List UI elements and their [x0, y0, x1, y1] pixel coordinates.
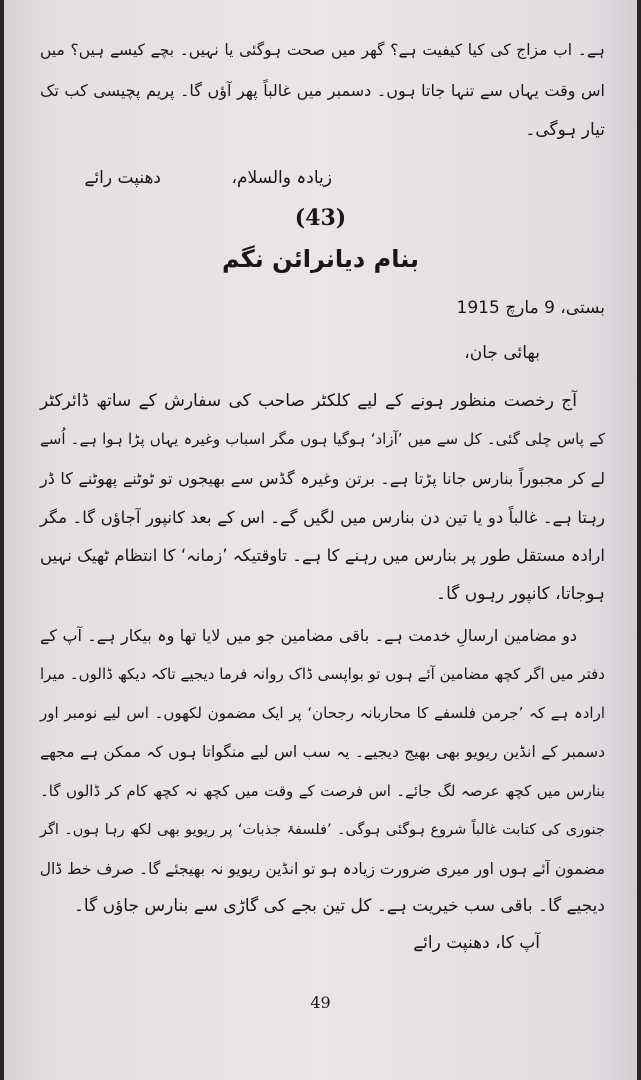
salutation: بھائی جان،	[464, 343, 540, 363]
text-line: دیجیے گا۔ باقی سب خیریت ہے۔ کل تین بجے کی گاڑی سے بنارس جاؤں گا۔	[73, 896, 605, 916]
text-line: کے پاس چلی گئی۔ کل سے میں ’آزاد‘ ہوگیا ہوں مگر اسباب وغیرہ یہاں پڑا ہوا ہے۔ اُسے	[40, 430, 605, 448]
text-line: بنارس میں کچھ عرصہ لگ جائے۔ اس فرصت کے وقت میں کچھ نہ کچھ کام کر ڈالوں گا۔	[40, 782, 605, 800]
text-line: تیار ہوگی۔	[525, 120, 605, 140]
place-date: بستی، 9 مارچ 1915	[456, 298, 605, 318]
signature: آپ کا، دھنپت رائے	[413, 933, 540, 953]
text-line: اس وقت یہاں سے تنہا جاتا ہوں۔ دسمبر میں غالباً پھر آؤں گا۔ پریم پچیسی کب تک	[40, 81, 605, 100]
text-line: ہوجاتا، کانپور رہوں گا۔	[436, 584, 605, 604]
text-line: دو مضامین ارسالِ خدمت ہے۔ باقی مضامین جو میں لایا تھا وہ بیکار ہے۔ آپ کے	[40, 626, 577, 645]
letter-title: بنام دیانرائن نگم	[221, 245, 420, 273]
closing-salutation: زیادہ والسلام،	[231, 168, 332, 188]
text-line: ارادہ مستقل طور پر بنارس میں رہنے کا ہے۔ تاوقتیکہ ’زمانہ‘ کا انتظام ٹھیک نہیں	[40, 546, 605, 565]
page-number: 49	[310, 993, 331, 1012]
text-line: مضمون آئے ہوں اور میری ضرورت زیادہ ہو تو انڈین ریویو نہ بھیجئے گا۔ صرف خط ڈال	[39, 860, 605, 878]
text-line: دسمبر کے انڈین ریویو بھی بھیج دیجیے۔ یہ سب اس لیے منگواتا ہوں کہ ممکن ہے مجھے	[40, 743, 605, 761]
text-line: ارادہ ہے کہ ’جرمن فلسفے کا محاربانہ رجحان‘ پر ایک مضمون لکھوں۔ اس لیے نومبر اور	[40, 704, 605, 722]
text-line: لے کر مجبوراً بنارس جانا پڑتا ہے۔ برتن وغیرہ گڈس سے بھیجوں تو ٹوٹنے پھوٹنے کا ڈر	[40, 469, 605, 488]
book-page	[4, 0, 637, 1080]
letter-number: (43)	[294, 205, 347, 231]
text-line: آج رخصت منظور ہونے کے لیے کلکٹر صاحب کی سفارش کے ساتھ ڈائرکٹر	[40, 391, 577, 411]
text-line: جنوری کی کتابت غالباً شروع ہوگئی ہوگی۔ ’فلسفۂ جذبات‘ پر ریویو بھی لکھ رہا ہوں۔ اگر	[40, 822, 605, 838]
text-line: دفتر میں اگر کچھ مضامین آئے ہوں تو بواپسی ڈاک روانہ فرما دیجیے تاکہ دیکھ ڈالوں۔ میرا	[40, 665, 605, 683]
text-line: ہے۔ اب مزاج کی کیا کیفیت ہے؟ گھر میں صحت ہوگئی یا نہیں۔ بچے کیسے ہیں؟ میں	[40, 41, 605, 59]
text-line: رہتا ہے۔ غالباً دو یا تین دن بنارس میں لگیں گے۔ اس کے بعد کانپور آجاؤں گا۔ مگر	[40, 508, 605, 527]
closing-name: دھنپت رائے	[84, 168, 161, 188]
